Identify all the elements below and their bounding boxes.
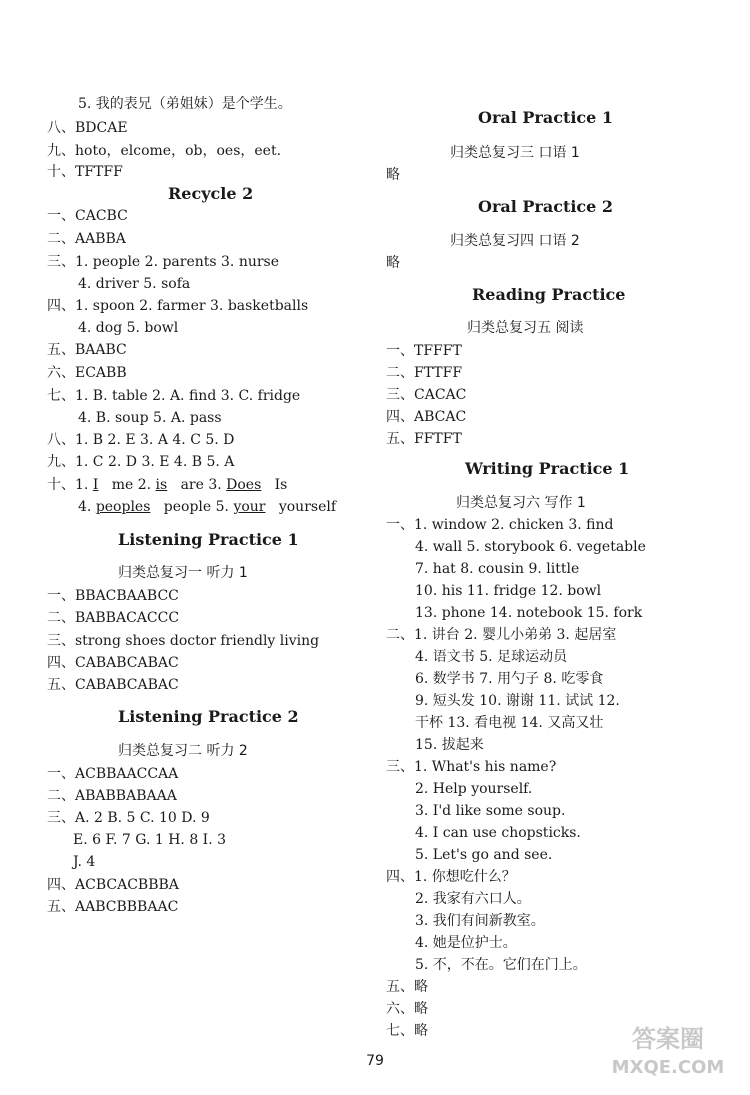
answer-line: 五、CABABCABAC bbox=[47, 677, 179, 693]
answer-line-q10-2 bbox=[78, 497, 336, 517]
wrong-word: peoples bbox=[95, 499, 151, 515]
answer-line: 九、1. C 2. D 3. E 4. B 5. A bbox=[47, 454, 235, 470]
answer-line: 四、1. 你想吃什么？ bbox=[386, 869, 516, 885]
answer-line: 15. 拔起来 bbox=[415, 737, 484, 753]
answer-line: 三、strong shoes doctor friendly living bbox=[47, 633, 320, 649]
answer-line: 九、hoto，elcome，ob，oes，eet. bbox=[47, 143, 282, 159]
answer-line: 4. 她是位护士。 bbox=[415, 935, 517, 951]
watermark-logo bbox=[598, 1019, 738, 1081]
answer-line: 二、FTTFF bbox=[386, 365, 463, 381]
watermark-top-text: 答案圈 bbox=[632, 1025, 704, 1053]
answer-line: 6. 数学书 7. 用勺子 8. 吃零食 bbox=[415, 671, 604, 687]
answer-line: 二、AABBA bbox=[47, 231, 126, 247]
answer-line: 5. 我的表兄（弟姐妹）是个学生。 bbox=[78, 96, 292, 112]
answer-line: 4. driver 5. sofa bbox=[78, 276, 191, 292]
answer-line: 二、1. 讲台 2. 婴儿小弟弟 3. 起居室 bbox=[386, 627, 617, 643]
q10-prefix: 十、1. bbox=[47, 477, 89, 493]
answer-line: 4. B. soup 5. A. pass bbox=[78, 410, 222, 426]
answer-line: 八、BDCAE bbox=[47, 120, 128, 136]
section-title-recycle2: Recycle 2 bbox=[168, 184, 254, 203]
answer-line: 10. his 11. fridge 12. bowl bbox=[415, 583, 602, 599]
wrong-word: your bbox=[233, 499, 266, 515]
answer-line: 5. Let's go and see. bbox=[415, 847, 553, 863]
answer-line: 干杯 13. 看电视 14. 又高又壮 bbox=[415, 715, 604, 731]
answer-line: E. 6 F. 7 G. 1 H. 8 I. 3 bbox=[73, 832, 227, 848]
correction-text: me 2. bbox=[111, 477, 152, 493]
answer-line: 五、FFTFT bbox=[386, 431, 462, 447]
answer-line: 2. Help yourself. bbox=[415, 781, 533, 797]
section-subtitle: 归类总复习四 口语 2 bbox=[450, 233, 580, 249]
answer-line: 七、略 bbox=[386, 1023, 428, 1039]
answer-line: 四、ACBCACBBBA bbox=[47, 877, 179, 893]
answer-line: 2. 我家有六口人。 bbox=[415, 891, 531, 907]
watermark-bottom-text: MXQE.COM bbox=[611, 1057, 725, 1078]
answer-line: 7. hat 8. cousin 9. little bbox=[415, 561, 580, 577]
answer-line: 一、CACBC bbox=[47, 208, 128, 224]
section-title-oral1: Oral Practice 1 bbox=[478, 108, 614, 127]
answer-line: 4. I can use chopsticks. bbox=[415, 825, 581, 841]
answer-line: 五、略 bbox=[386, 979, 428, 995]
correction-text: are 3. bbox=[180, 477, 222, 493]
answer-line: 一、BBACBAABCC bbox=[47, 588, 179, 604]
answer-line: 五、AABCBBBAAC bbox=[47, 899, 179, 915]
correction-text: Is bbox=[274, 477, 288, 493]
answer-line: 4. 语文书 5. 足球运动员 bbox=[415, 649, 568, 665]
wrong-word: is bbox=[155, 477, 168, 493]
answer-line: 六、ECABB bbox=[47, 365, 127, 381]
answer-line: 五、BAABC bbox=[47, 342, 127, 358]
section-title-listening1: Listening Practice 1 bbox=[118, 530, 299, 549]
answer-line: 七、1. B. table 2. A. find 3. C. fridge bbox=[47, 388, 301, 404]
answer-line: 四、ABCAC bbox=[386, 409, 467, 425]
answer-line: 3. 我们有间新教室。 bbox=[415, 913, 545, 929]
answer-line: 三、1. What's his name? bbox=[386, 759, 557, 775]
answer-line: 一、ACBBAACCAA bbox=[47, 766, 179, 782]
answer-line: 三、A. 2 B. 5 C. 10 D. 9 bbox=[47, 810, 210, 826]
section-subtitle: 归类总复习一 听力 1 bbox=[118, 565, 248, 581]
wrong-word: Does bbox=[226, 477, 262, 493]
correction-text: people 5. bbox=[163, 499, 229, 515]
correction-text: yourself bbox=[278, 499, 337, 515]
answer-line-q10-1 bbox=[47, 475, 287, 495]
answer-line: 六、略 bbox=[386, 1001, 428, 1017]
answer-line: 八、1. B 2. E 3. A 4. C 5. D bbox=[47, 432, 235, 448]
answer-line: 4. wall 5. storybook 6. vegetable bbox=[415, 539, 646, 555]
answer-line: 四、CABABCABAC bbox=[47, 655, 179, 671]
section-subtitle: 归类总复习二 听力 2 bbox=[118, 743, 248, 759]
answer-line: 5. 不，不在。它们在门上。 bbox=[415, 957, 587, 973]
section-subtitle: 归类总复习六 写作 1 bbox=[456, 495, 586, 511]
answer-line: 4. dog 5. bowl bbox=[78, 320, 179, 336]
section-subtitle: 归类总复习五 阅读 bbox=[467, 320, 584, 336]
section-title-writing1: Writing Practice 1 bbox=[465, 459, 630, 478]
answer-line: 3. I'd like some soup. bbox=[415, 803, 566, 819]
answer-line: 三、CACAC bbox=[386, 387, 467, 403]
answer-line: 略 bbox=[386, 255, 400, 271]
wrong-word: I bbox=[92, 477, 99, 493]
page-number: 79 bbox=[366, 1053, 384, 1069]
answer-line: 一、1. window 2. chicken 3. find bbox=[386, 517, 614, 533]
answer-line: 十、TFTFF bbox=[47, 164, 123, 180]
answer-line: 13. phone 14. notebook 15. fork bbox=[415, 605, 643, 621]
answer-line: 略 bbox=[386, 167, 400, 183]
section-title-listening2: Listening Practice 2 bbox=[118, 707, 299, 726]
answer-line: 9. 短头发 10. 谢谢 11. 试试 12. bbox=[415, 693, 620, 709]
answer-line: 一、TFFFT bbox=[386, 343, 462, 359]
answer-line: 二、BABBACACCC bbox=[47, 610, 180, 626]
answer-line: 四、1. spoon 2. farmer 3. basketballs bbox=[47, 298, 309, 314]
q10-item-number: 4. bbox=[78, 499, 92, 515]
section-title-oral2: Oral Practice 2 bbox=[478, 197, 614, 216]
answer-line: 三、1. people 2. parents 3. nurse bbox=[47, 254, 280, 270]
section-title-reading: Reading Practice bbox=[472, 285, 626, 304]
answer-line: 二、ABABBABAAA bbox=[47, 788, 177, 804]
answer-line: J. 4 bbox=[73, 854, 96, 870]
section-subtitle: 归类总复习三 口语 1 bbox=[450, 145, 580, 161]
